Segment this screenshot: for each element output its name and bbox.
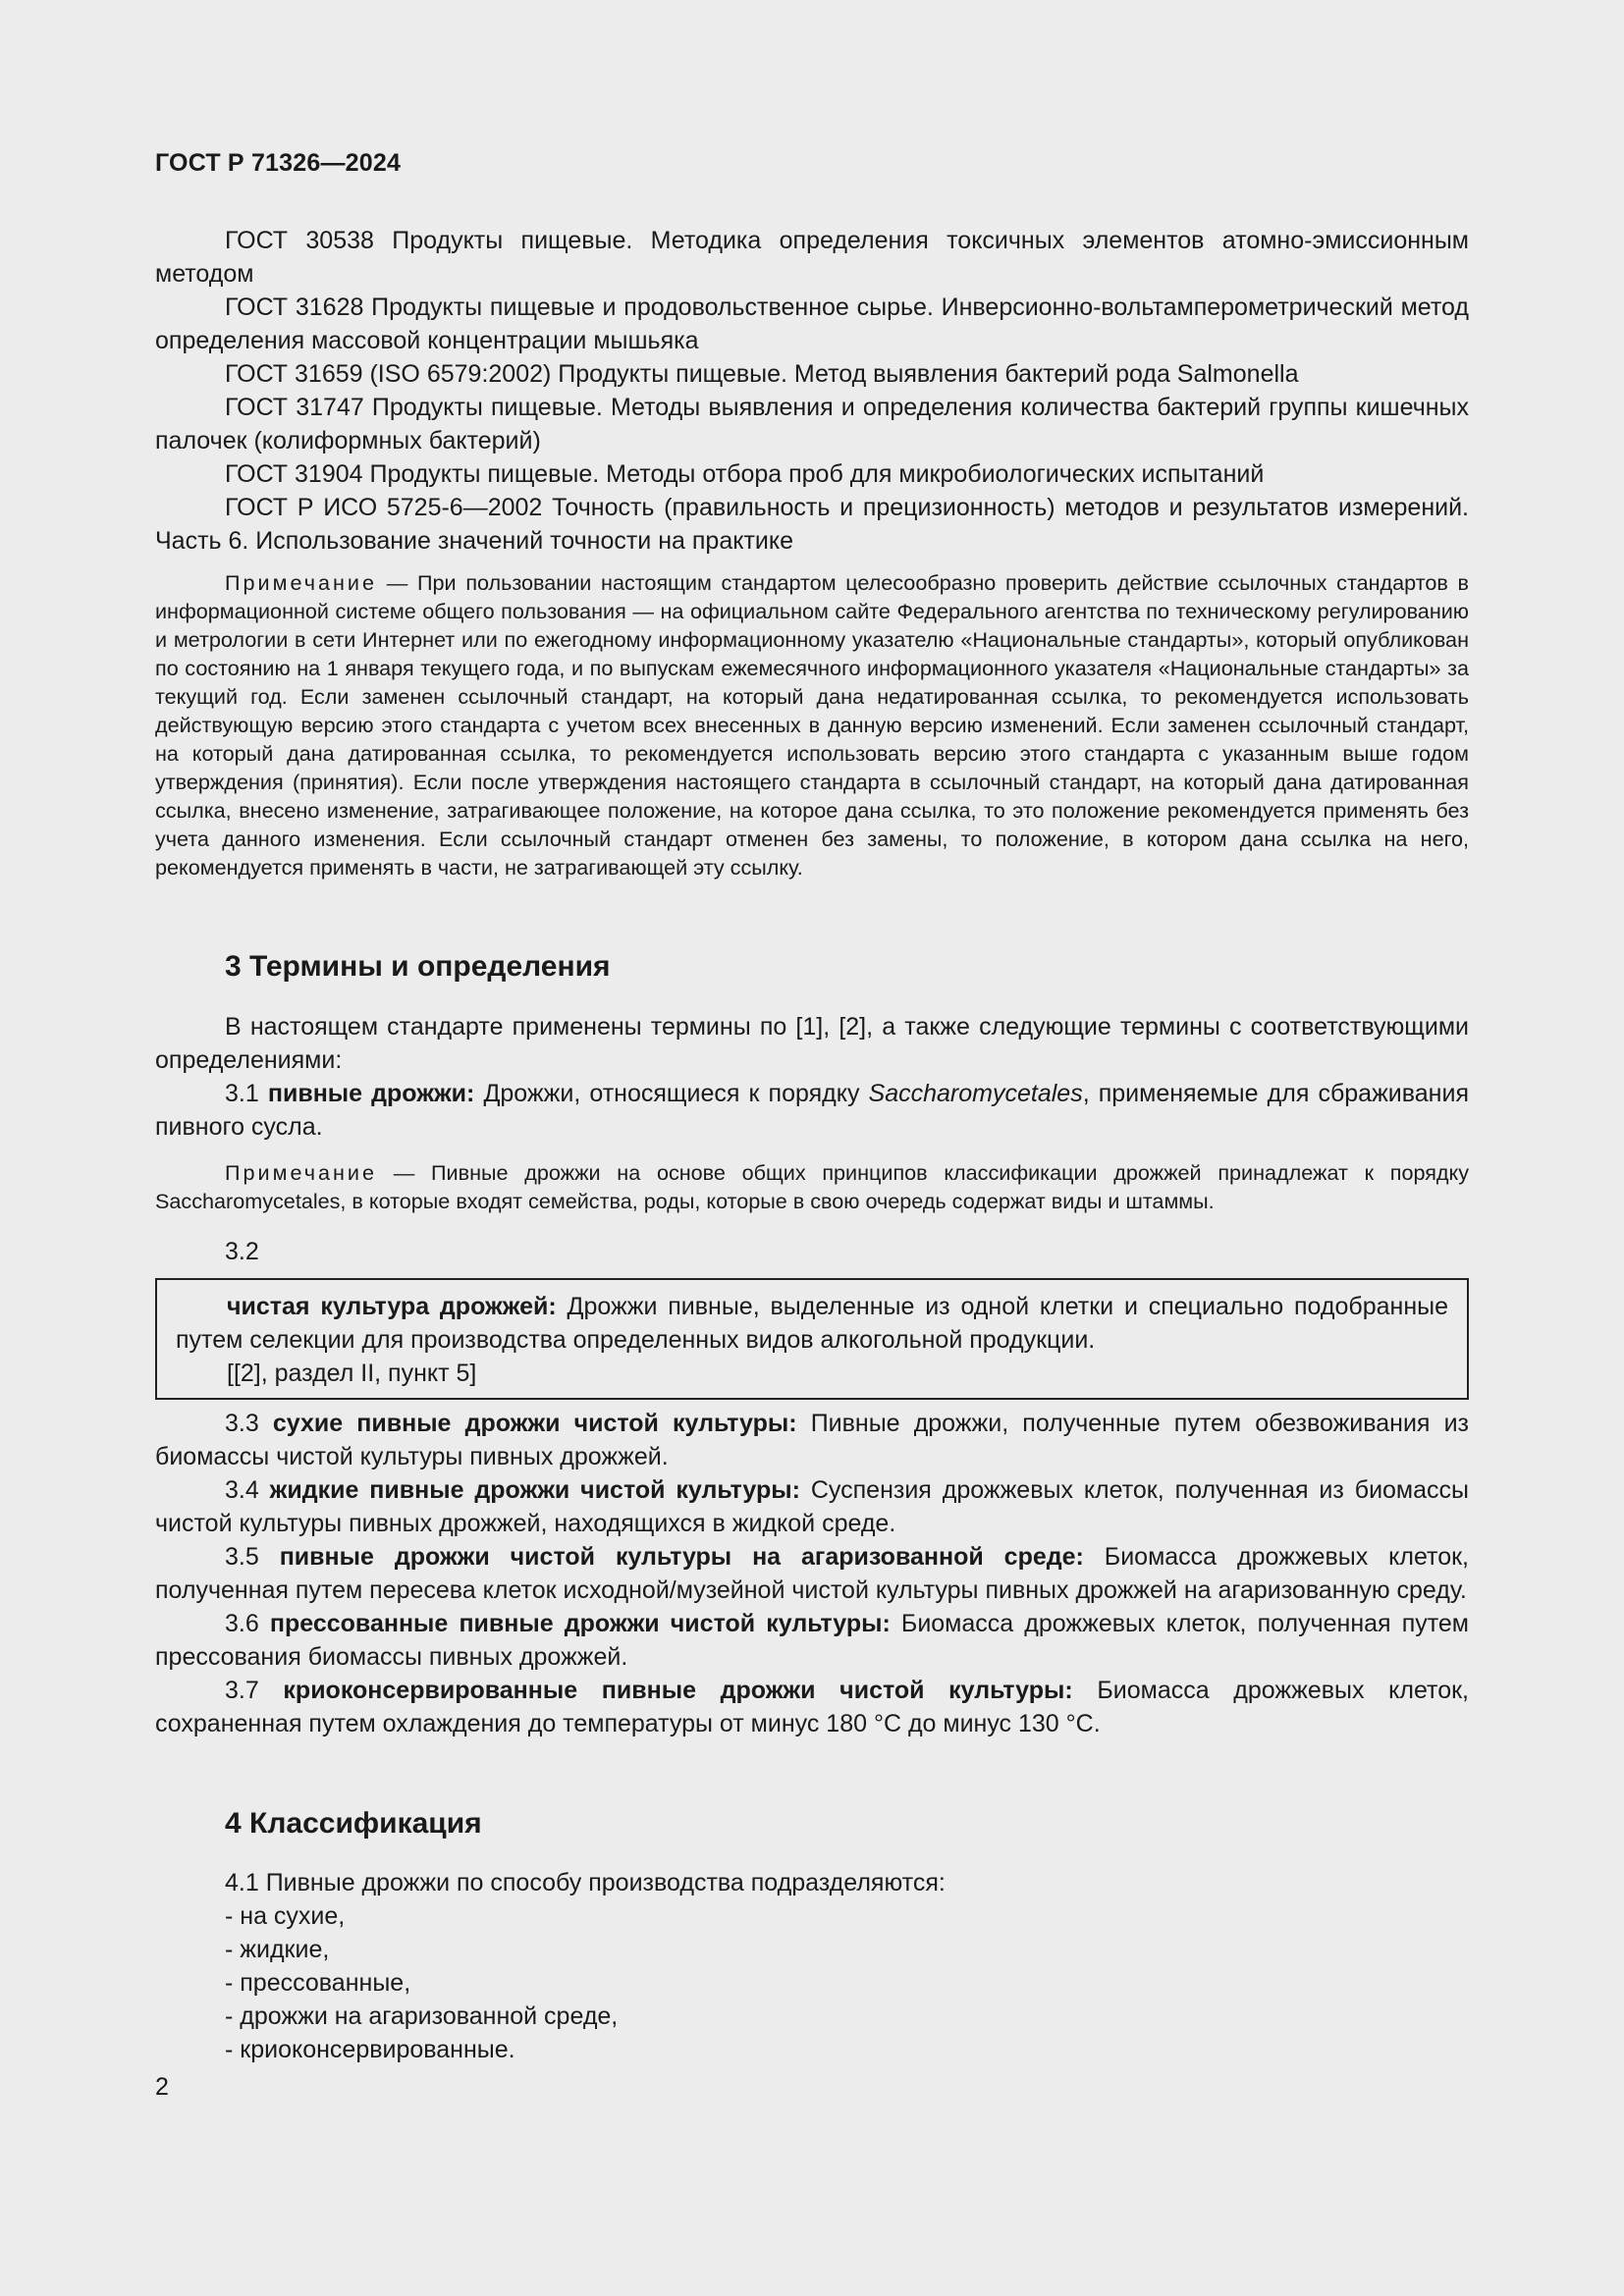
term-source: [[2], раздел II, пункт 5] <box>227 1360 477 1387</box>
section-4-intro: 4.1 Пивные дрожжи по способу производства подразделяются: <box>225 1869 946 1896</box>
term-3-2-number-block <box>155 1235 1469 1268</box>
term-definition: Пивные дрожжи, полученные путем обезвоживания из биомассы чистой культуры пивных дрожжей. <box>155 1410 1470 1470</box>
term-number: 3.4 <box>225 1476 270 1504</box>
note-text: Пивные дрожжи на основе общих принципов классификации дрожжей принадлежат к порядку Saccharomycetales, в которые входят семейства, роды, которые в свою очередь содержат виды и штаммы. <box>155 1160 1469 1213</box>
term-number: 3.5 <box>225 1543 280 1571</box>
term-name: жидкие пивные дрожжи чистой культуры: <box>269 1476 800 1504</box>
references-note <box>155 568 1469 881</box>
section-4-body <box>155 1866 1469 2066</box>
note-text: При пользовании настоящим стандартом целесообразно проверить действие ссылочных стандартов в информационной системе общего пользования — на официальном сайте Федерального агентства по техническому регулированию и метрологии в сети Интернет или по ежегодному информационному указателю «Национальные стандарты», который опубликован по состоянию на 1 января текущего года, и по выпускам ежемесячного информационного указателя «Национальные стандарты» за текущий год. Если заменен ссылочный стандарт, на который дана недатированная ссылка, то рекомендуется использовать действующую версию этого стандарта с учетом всех внесенных в данную версию изменений. Если заменен ссылочный стандарт, на который дана датированная ссылка, то рекомендуется использовать версию этого стандарта с указанным выше годом утверждения (принятия). Если после утверждения настоящего стандарта в ссылочный стандарт, на который дана датированная ссылка, внесено изменение, затрагивающее положение, на которое дана ссылка, то это положение рекомендуется применять без учета данного изменения. Если ссылочный стандарт отменен без замены, то положение, в котором дана ссылка на него, рекомендуется применять в части, не затрагивающей эту ссылку. <box>155 570 1470 880</box>
document-header: ГОСТ Р 71326—2024 <box>155 149 402 177</box>
note-label: Примечание <box>225 1160 377 1185</box>
list-item: - жидкие, <box>225 1936 330 1963</box>
section-3-intro: В настоящем стандарте применены термины по [1], [2], а также следующие термины с соответствующими определениями: <box>155 1013 1469 1074</box>
page-number: 2 <box>155 2073 169 2101</box>
note-label: Примечание <box>225 570 377 595</box>
term-number: 3.6 <box>225 1610 270 1637</box>
list-item: - прессованные, <box>225 1969 411 1997</box>
list-item: - дрожжи на агаризованной среде, <box>225 2002 619 2030</box>
term-definition: Биомасса дрожжевых клеток, сохраненная путем охлаждения до температуры от минус 180 °С до минус 130 °С. <box>155 1677 1469 1737</box>
reference-item: ГОСТ 30538 Продукты пищевые. Методика определения токсичных элементов атомно-эмиссионным методом <box>155 227 1469 288</box>
terms-3-3-to-3-7 <box>155 1407 1469 1740</box>
term-definition: Суспензия дрожжевых клеток, полученная из биомассы чистой культуры пивных дрожжей, находящихся в жидкой среде. <box>155 1476 1469 1537</box>
term-italic: Saccharomycetales <box>868 1080 1083 1107</box>
term-3-6 <box>155 1607 1469 1674</box>
reference-item: ГОСТ 31659 (ISO 6579:2002) Продукты пищевые. Метод выявления бактерий рода Salmonella <box>225 360 1299 388</box>
term-number: 3.7 <box>225 1677 284 1704</box>
term-3-1 <box>155 1077 1469 1144</box>
reference-item: ГОСТ 31904 Продукты пищевые. Методы отбора проб для микробиологических испытаний <box>225 460 1265 488</box>
term-number: 3.3 <box>225 1410 273 1437</box>
term-3-7 <box>155 1674 1469 1740</box>
section-3-intro-block <box>155 1010 1469 1144</box>
list-item: - на сухие, <box>225 1902 346 1930</box>
term-3-3 <box>155 1407 1469 1473</box>
term-name: чистая культура дрожжей: <box>227 1293 557 1320</box>
reference-item: ГОСТ Р ИСО 5725-6—2002 Точность (правильность и прецизионность) методов и результатов измерений. Часть 6. Использование значений точности на практике <box>155 494 1469 555</box>
term-definition: Дрожжи пивные, выделенные из одной клетки и специально подобранные путем селекции для производства определенных видов алкогольной продукции. <box>176 1293 1448 1354</box>
term-3-4 <box>155 1473 1469 1540</box>
term-name: пивные дрожжи: <box>267 1080 475 1107</box>
term-name: прессованные пивные дрожжи чистой культуры: <box>269 1610 891 1637</box>
term-3-2-number: 3.2 <box>225 1238 259 1265</box>
note-dash: — <box>377 1160 432 1185</box>
reference-item: ГОСТ 31747 Продукты пищевые. Методы выявления и определения количества бактерий группы кишечных палочек (колиформных бактерий) <box>155 394 1469 454</box>
term-definition: Биомасса дрожжевых клеток, полученная путем прессования биомассы пивных дрожжей. <box>155 1610 1469 1671</box>
term-definition-end: , применяемые для сбраживания пивного сусла. <box>155 1080 1469 1141</box>
normative-references <box>155 224 1469 558</box>
term-name: сухие пивные дрожжи чистой культуры: <box>272 1410 797 1437</box>
term-number: 3.1 <box>225 1080 268 1107</box>
term-3-2 <box>176 1290 1448 1357</box>
term-3-2-frame <box>155 1278 1469 1400</box>
section-3-heading: 3 Термины и определения <box>225 950 611 983</box>
list-item: - криоконсервированные. <box>225 2036 515 2063</box>
term-3-5 <box>155 1540 1469 1607</box>
term-definition: Дрожжи, относящиеся к порядку <box>474 1080 869 1107</box>
term-name: пивные дрожжи чистой культуры на агаризованной среде: <box>279 1543 1084 1571</box>
note-dash: — <box>377 570 418 595</box>
section-4-heading: 4 Классификация <box>225 1807 482 1840</box>
term-definition: Биомасса дрожжевых клеток, полученная путем пересева клеток исходной/музейной чистой культуры пивных дрожжей на агаризованную среду. <box>155 1543 1469 1604</box>
term-name: криоконсервированные пивные дрожжи чистой культуры: <box>283 1677 1073 1704</box>
reference-item: ГОСТ 31628 Продукты пищевые и продовольственное сырье. Инверсионно-вольтамперометрический метод определения массовой концентрации мышьяка <box>155 294 1469 354</box>
term-3-1-note <box>155 1158 1469 1215</box>
